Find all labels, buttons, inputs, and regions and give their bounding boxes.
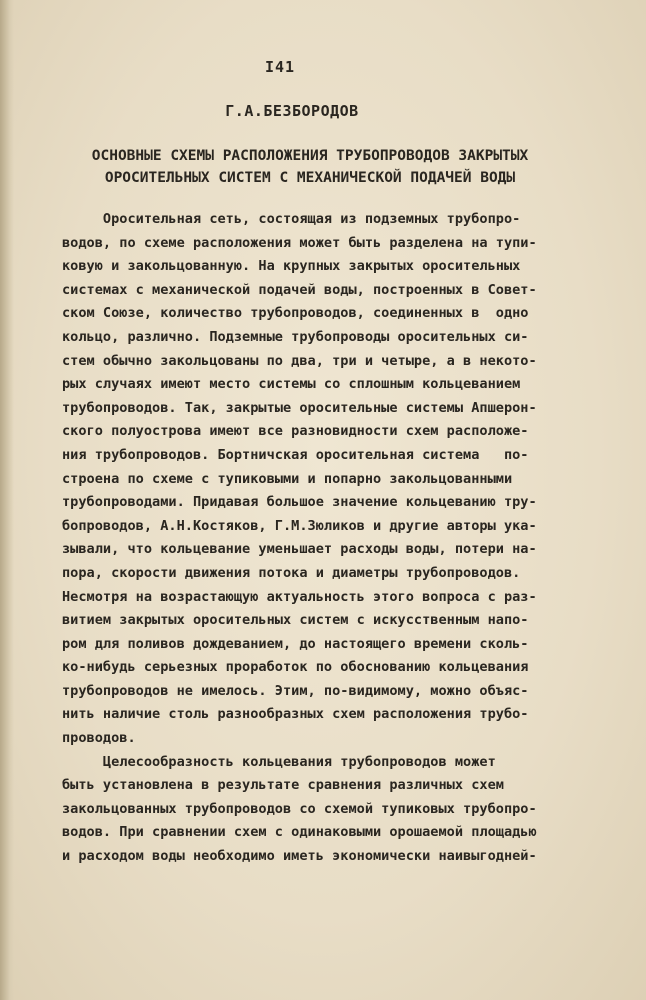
body-line: ко-нибудь серьезных проработок по обоснованию кольцевания	[62, 659, 529, 676]
page-number: I41	[264, 58, 296, 76]
body-line: ром для поливов дождеванием, до настоящего времени сколь-	[62, 635, 529, 652]
body-line: зывали, что кольцевание уменьшает расходы воды, потери на-	[62, 541, 537, 558]
body-line: быть установлена в результате сравнения различных схем	[62, 777, 504, 794]
body-line: трубопроводов. Так, закрытые оросительные системы Апшерон-	[62, 399, 537, 416]
body-line: трубопроводов не имелось. Этим, по-видимому, можно объяс-	[62, 682, 529, 699]
body-line: ния трубопроводов. Бортничская оросительная система по-	[62, 446, 529, 463]
body-line: витием закрытых оросительных систем с искусственным напо-	[62, 612, 529, 629]
title-line: ОРОСИТЕЛЬНЫХ СИСТЕМ С МЕХАНИЧЕСКОЙ ПОДАЧЕЙ ВОДЫ	[104, 170, 516, 186]
page-edge-shadow	[0, 0, 14, 1000]
body-line: водов, по схеме расположения может быть разделена на тупи-	[62, 234, 537, 251]
body-line: проводов.	[62, 730, 136, 747]
body-line: пора, скорости движения потока и диаметры трубопроводов.	[62, 564, 521, 581]
body-line: Оросительная сеть, состоящая из подземных трубопро-	[62, 211, 521, 227]
author-name: Г.А.БЕЗБОРОДОВ	[225, 102, 359, 120]
body-line: строена по схеме с тупиковыми и попарно закольцованными	[62, 470, 513, 487]
body-line: кольцо, различно. Подземные трубопроводы оросительных си-	[62, 328, 529, 345]
body-line: ском Союзе, количество трубопроводов, соединенных в одно	[62, 305, 529, 322]
article-title	[40, 145, 580, 189]
body-line: и расходом воды необходимо иметь экономически наивыгодней-	[62, 848, 537, 865]
body-line: бопроводов, А.Н.Костяков, Г.М.Зюликов и другие авторы ука-	[62, 517, 537, 534]
body-line: водов. При сравнении схем с одинаковыми орошаемой площадью	[62, 824, 537, 841]
body-line: закольцованных трубопроводов со схемой тупиковых трубопро-	[62, 800, 537, 817]
body-line: трубопроводами. Придавая большое значение кольцеванию тру-	[62, 494, 537, 511]
body-line: системах с механической подачей воды, построенных в Совет-	[62, 281, 537, 298]
title-line: ОСНОВНЫЕ СХЕМЫ РАСПОЛОЖЕНИЯ ТРУБОПРОВОДОВ ЗАКРЫТЫХ	[91, 148, 529, 164]
body-line: Несмотря на возрастающую актуальность этого вопроса с раз-	[62, 588, 537, 605]
body-text	[62, 208, 562, 869]
body-line: ковую и закольцованную. На крупных закрытых оросительных	[62, 258, 521, 275]
body-line: Целесообразность кольцевания трубопроводов может	[62, 753, 496, 770]
body-line: нить наличие столь разнообразных схем расположения трубо-	[62, 706, 529, 723]
body-line: ского полуострова имеют все разновидности схем расположе-	[62, 423, 529, 440]
body-line: стем обычно закольцованы по два, три и четыре, а в некото-	[62, 352, 537, 369]
body-line: рых случаях имеют место системы со сплошным кольцеванием	[62, 376, 521, 393]
